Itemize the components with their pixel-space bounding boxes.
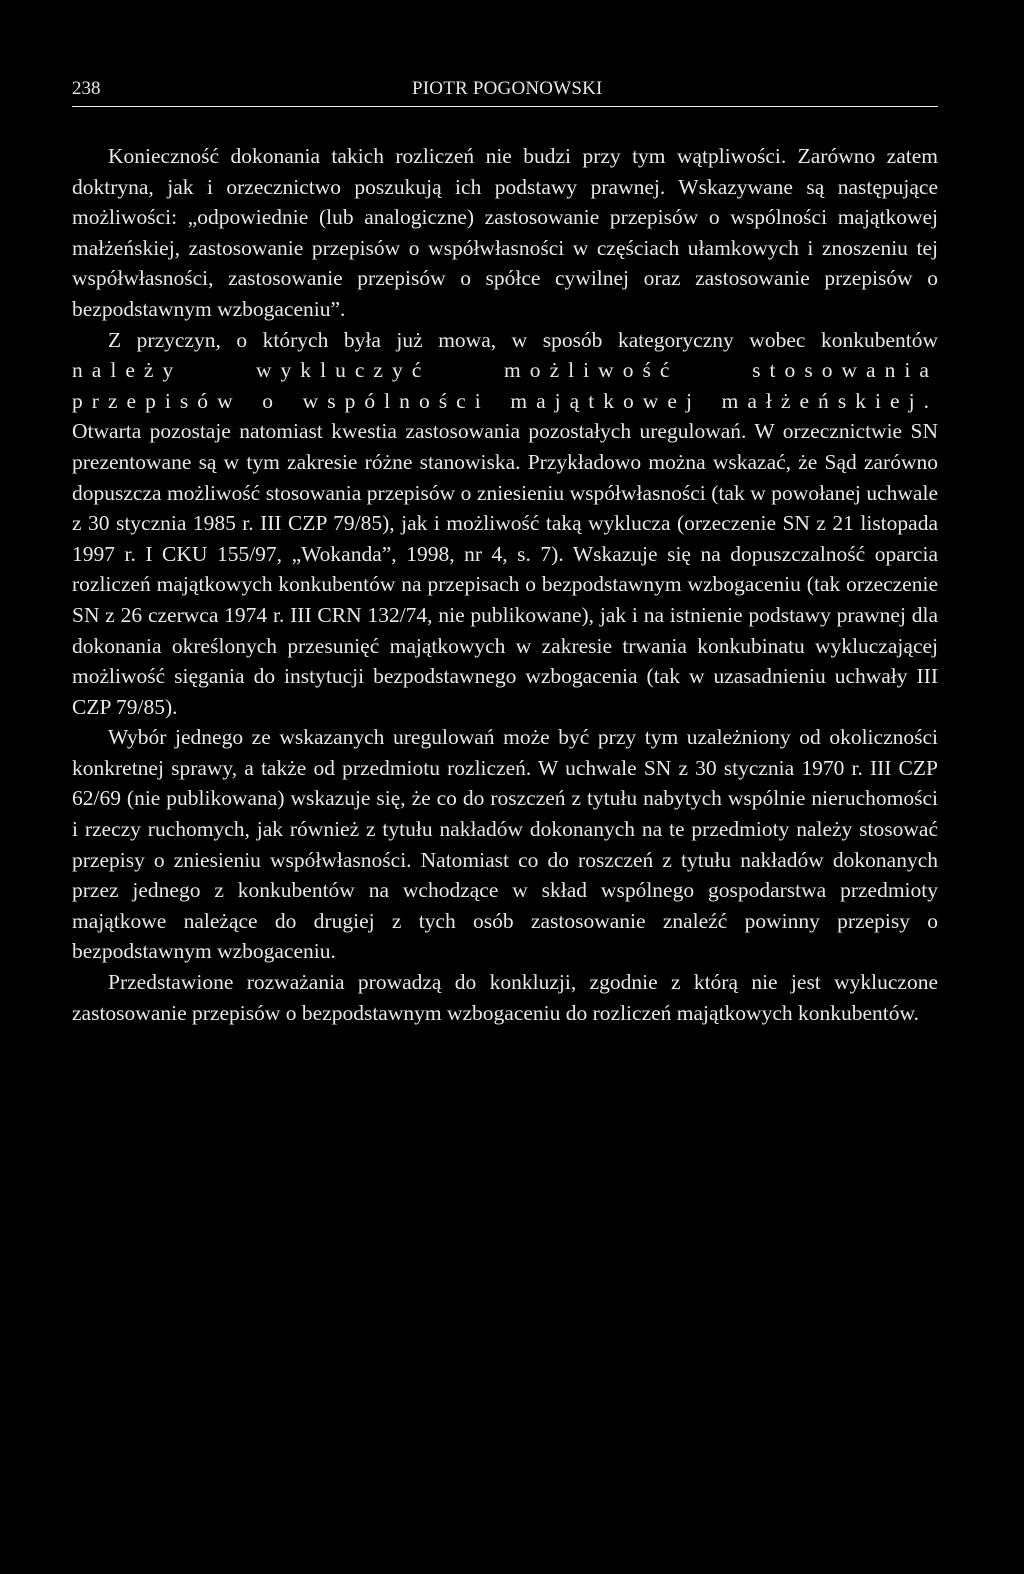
body-text <box>72 141 938 1028</box>
running-header <box>72 72 938 107</box>
document-page <box>72 72 938 1028</box>
paragraph-2 <box>72 325 938 723</box>
paragraph-2-start: Z przyczyn, o których była już mowa, w sposób kategoryczny wobec konkubentów <box>108 327 938 352</box>
paragraph-3: Wybór jednego ze wskazanych uregulowań może być przy tym uzależniony od okoliczności konkretnej sprawy, a także od przedmiotu rozliczeń. W uchwale SN z 30 stycznia 1970 r. III CZP 62/69 (nie publikowana) wskazuje się, że co do roszczeń z tytułu nabytych wspólnie nieruchomości i rzeczy ruchomych, jak również z tytułu nakładów dokonanych na te przedmioty należy stosować przepisy o zniesieniu współwłasności. Natomiast co do roszczeń z tytułu nakładów dokonanych przez jednego z konkubentów na wchodzące w skład wspólnego gospodarstwa przedmioty majątkowe należące do drugiej z tych osób zastosowanie znaleźć powinny przepisy o bezpodstawnym wzbogaceniu. <box>72 725 938 964</box>
emphasized-spaced-text: należy wykluczyć możliwość stosowania przepisów o wspólności majątkowej małżeńskiej. <box>72 358 938 413</box>
paragraph-1: Konieczność dokonania takich rozliczeń nie budzi przy tym wątpliwości. Zarówno zatem doktryna, jak i orzecznictwo poszukują ich podstawy prawnej. Wskazywane są następujące możliwości: „odpowiednie (lub analogiczne) zastosowanie przepisów o wspólności majątkowej małżeńskiej, zastosowanie przepisów o współwłasności w częściach ułamkowych i znoszeniu tej współwłasności, zastosowanie przepisów o spółce cywilnej oraz zastosowanie przepisów o bezpodstawnym wzbogaceniu”. <box>72 144 938 321</box>
paragraph-4: Przedstawione rozważania prowadzą do konkluzji, zgodnie z którą nie jest wykluczone zastosowanie przepisów o bezpodstawnym wzbogaceniu do rozliczeń majątkowych konkubentów. <box>72 970 938 1025</box>
page-number: 238 <box>72 78 101 99</box>
running-head-author: PIOTR POGONOWSKI <box>412 78 603 99</box>
paragraph-2-rest: Otwarta pozostaje natomiast kwestia zastosowania pozostałych uregulowań. W orzecznictwie SN prezentowane są w tym zakresie różne stanowiska. Przykładowo można wskazać, że Sąd zarówno dopuszcza możliwość stosowania przepisów o zniesieniu współwłasności (tak w powołanej uchwale z 30 stycznia 1985 r. III CZP 79/85), jak i możliwość taką wyklucza (orzeczenie SN z 21 listopada 1997 r. I CKU 155/97, „Wokanda”, 1998, nr 4, s. 7). Wskazuje się na dopuszczalność oparcia rozliczeń majątkowych konkubentów na przepisach o bezpodstawnym wzbogaceniu (tak orzeczenie SN z 26 czerwca 1974 r. III CRN 132/74, nie publikowane), jak i na istnienie podstawy prawnej dla dokonania określonych przesunięć majątkowych w zakresie trwania konkubinatu wykluczającej możliwość sięgania do instytucji bezpodstawnego wzbogacenia (tak w uzasadnieniu uchwały III CZP 79/85). <box>72 419 938 719</box>
